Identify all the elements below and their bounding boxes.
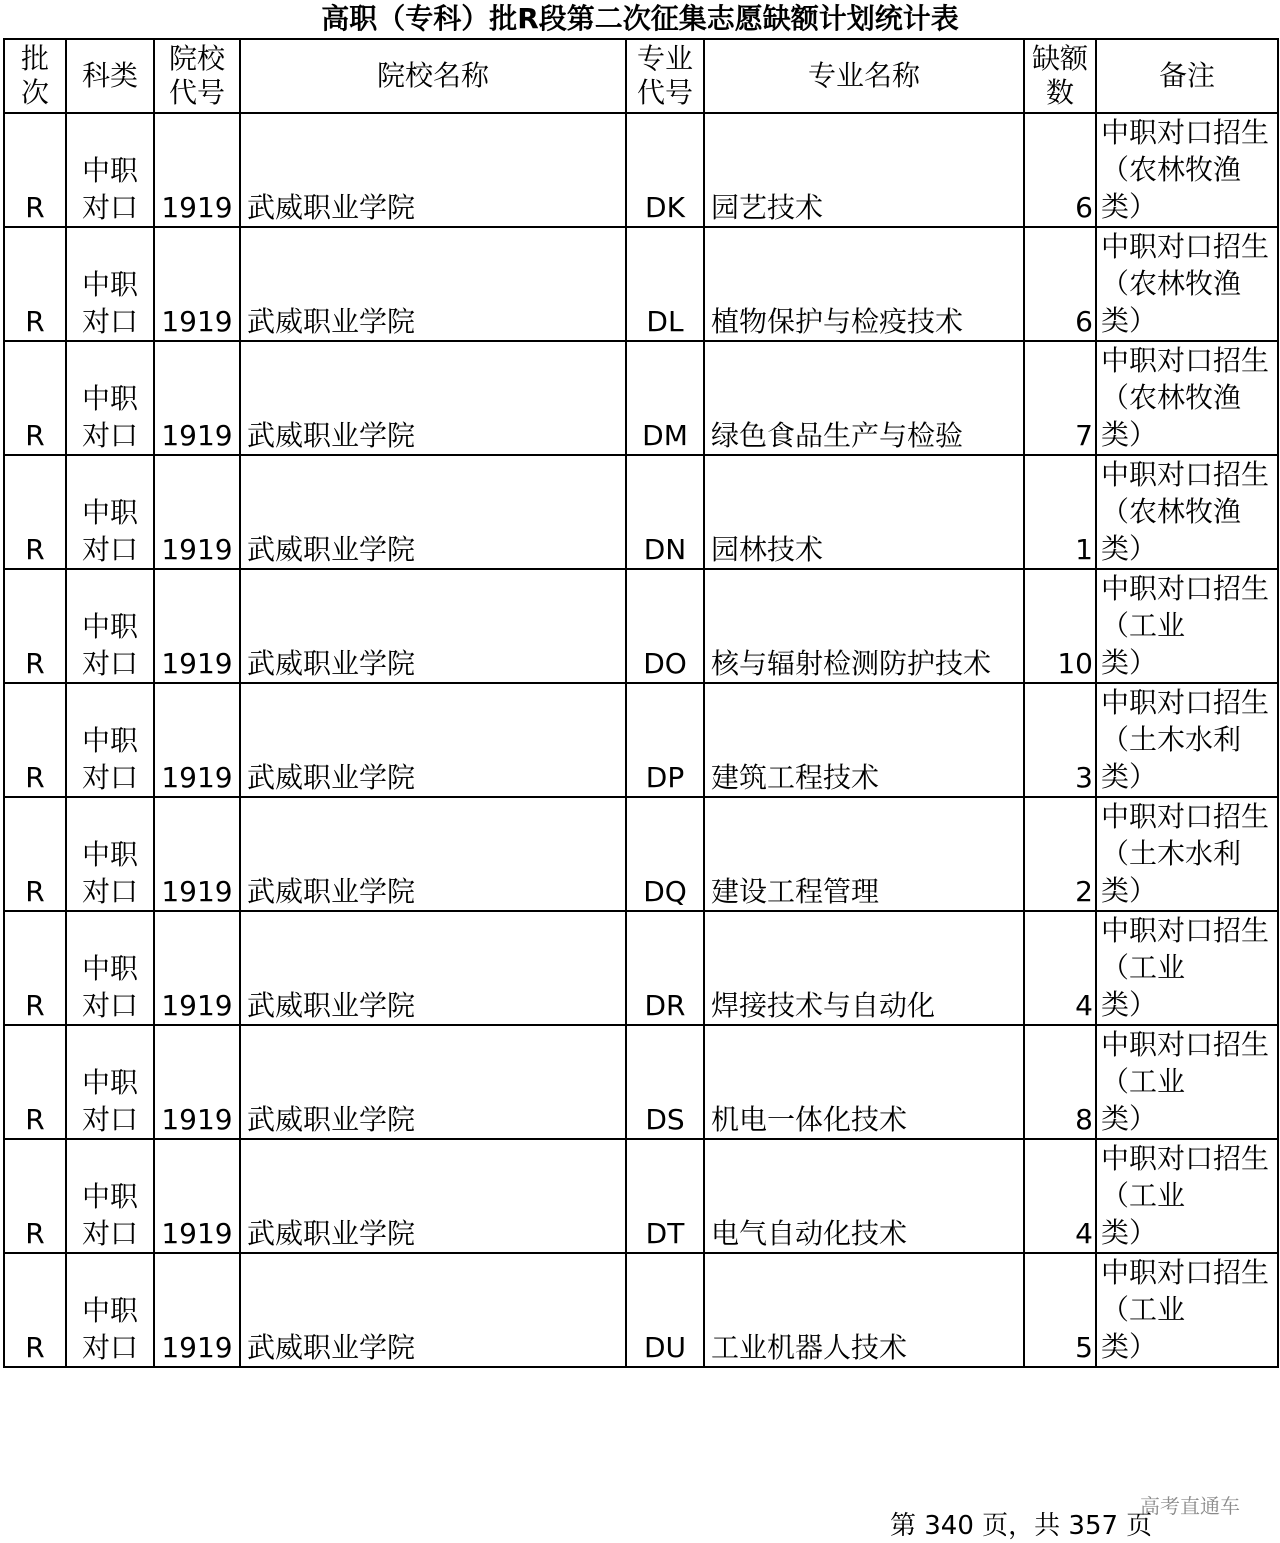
cell-major-name: 建筑工程技术 xyxy=(704,683,1024,797)
cell-note: 中职对口招生（土木水利类） xyxy=(1096,683,1278,797)
header-major-code: 专业 代号 xyxy=(626,39,704,113)
quota-table xyxy=(3,38,1279,1368)
table-row xyxy=(4,797,1278,911)
cell-category: 中职 对口 xyxy=(66,569,154,683)
cell-gap: 3 xyxy=(1024,683,1096,797)
cell-major-name: 植物保护与检疫技术 xyxy=(704,227,1024,341)
cell-gap: 6 xyxy=(1024,227,1096,341)
cell-note: 中职对口招生（工业 类） xyxy=(1096,1025,1278,1139)
header-school-code: 院校 代号 xyxy=(154,39,240,113)
table-row xyxy=(4,455,1278,569)
cell-school-code: 1919 xyxy=(154,227,240,341)
header-school-name: 院校名称 xyxy=(240,39,626,113)
header-gap: 缺额 数 xyxy=(1024,39,1096,113)
cell-note: 中职对口招生（农林牧渔类） xyxy=(1096,455,1278,569)
table-row xyxy=(4,113,1278,227)
cell-school-name: 武威职业学院 xyxy=(240,1253,626,1367)
cell-gap: 7 xyxy=(1024,341,1096,455)
cell-major-code: DO xyxy=(626,569,704,683)
cell-gap: 1 xyxy=(1024,455,1096,569)
cell-major-code: DM xyxy=(626,341,704,455)
cell-school-name: 武威职业学院 xyxy=(240,683,626,797)
cell-school-code: 1919 xyxy=(154,683,240,797)
cell-school-code: 1919 xyxy=(154,455,240,569)
cell-gap: 4 xyxy=(1024,1139,1096,1253)
cell-category: 中职 对口 xyxy=(66,455,154,569)
cell-major-code: DU xyxy=(626,1253,704,1367)
cell-school-code: 1919 xyxy=(154,113,240,227)
cell-category: 中职 对口 xyxy=(66,683,154,797)
cell-gap: 5 xyxy=(1024,1253,1096,1367)
cell-note: 中职对口招生（农林牧渔类） xyxy=(1096,227,1278,341)
cell-school-code: 1919 xyxy=(154,1139,240,1253)
page-title: 高职（专科）批R段第二次征集志愿缺额计划统计表 xyxy=(321,2,959,35)
cell-school-name: 武威职业学院 xyxy=(240,1139,626,1253)
cell-major-code: DK xyxy=(626,113,704,227)
cell-major-code: DL xyxy=(626,227,704,341)
cell-school-code: 1919 xyxy=(154,1025,240,1139)
table-row xyxy=(4,341,1278,455)
cell-note: 中职对口招生（农林牧渔类） xyxy=(1096,113,1278,227)
cell-major-code: DT xyxy=(626,1139,704,1253)
cell-note: 中职对口招生（工业 类） xyxy=(1096,911,1278,1025)
cell-school-name: 武威职业学院 xyxy=(240,341,626,455)
cell-major-name: 建设工程管理 xyxy=(704,797,1024,911)
header-category: 科类 xyxy=(66,39,154,113)
table-row xyxy=(4,569,1278,683)
cell-batch: R xyxy=(4,569,66,683)
header-batch: 批 次 xyxy=(4,39,66,113)
cell-category: 中职 对口 xyxy=(66,341,154,455)
watermark-text: 高考直通车 xyxy=(1140,1494,1240,1518)
cell-batch: R xyxy=(4,797,66,911)
cell-major-code: DS xyxy=(626,1025,704,1139)
cell-category: 中职 对口 xyxy=(66,1025,154,1139)
cell-major-name: 核与辐射检测防护技术 xyxy=(704,569,1024,683)
cell-gap: 6 xyxy=(1024,113,1096,227)
cell-school-name: 武威职业学院 xyxy=(240,113,626,227)
cell-school-code: 1919 xyxy=(154,911,240,1025)
cell-major-name: 工业机器人技术 xyxy=(704,1253,1024,1367)
cell-category: 中职 对口 xyxy=(66,911,154,1025)
cell-gap: 2 xyxy=(1024,797,1096,911)
table-row xyxy=(4,227,1278,341)
header-note: 备注 xyxy=(1096,39,1278,113)
cell-major-name: 焊接技术与自动化 xyxy=(704,911,1024,1025)
cell-school-code: 1919 xyxy=(154,341,240,455)
cell-batch: R xyxy=(4,455,66,569)
cell-major-name: 园林技术 xyxy=(704,455,1024,569)
cell-category: 中职 对口 xyxy=(66,227,154,341)
cell-school-name: 武威职业学院 xyxy=(240,797,626,911)
cell-gap: 4 xyxy=(1024,911,1096,1025)
cell-major-name: 电气自动化技术 xyxy=(704,1139,1024,1253)
cell-note: 中职对口招生（土木水利类） xyxy=(1096,797,1278,911)
page-footer: 第 340 页，共 357 页 xyxy=(890,1511,1153,1541)
cell-category: 中职 对口 xyxy=(66,1253,154,1367)
cell-note: 中职对口招生（农林牧渔类） xyxy=(1096,341,1278,455)
cell-batch: R xyxy=(4,341,66,455)
cell-school-name: 武威职业学院 xyxy=(240,227,626,341)
header-row xyxy=(4,39,1278,113)
cell-school-code: 1919 xyxy=(154,569,240,683)
cell-category: 中职 对口 xyxy=(66,797,154,911)
cell-batch: R xyxy=(4,683,66,797)
cell-major-name: 机电一体化技术 xyxy=(704,1025,1024,1139)
cell-batch: R xyxy=(4,1025,66,1139)
header-major-name: 专业名称 xyxy=(704,39,1024,113)
cell-note: 中职对口招生（工业 类） xyxy=(1096,1253,1278,1367)
cell-category: 中职 对口 xyxy=(66,1139,154,1253)
cell-gap: 10 xyxy=(1024,569,1096,683)
cell-batch: R xyxy=(4,1253,66,1367)
cell-major-name: 绿色食品生产与检验 xyxy=(704,341,1024,455)
cell-gap: 8 xyxy=(1024,1025,1096,1139)
table-row xyxy=(4,1253,1278,1367)
cell-school-code: 1919 xyxy=(154,797,240,911)
cell-school-name: 武威职业学院 xyxy=(240,455,626,569)
table-row xyxy=(4,1139,1278,1253)
table-row xyxy=(4,911,1278,1025)
cell-school-name: 武威职业学院 xyxy=(240,569,626,683)
cell-note: 中职对口招生（工业 类） xyxy=(1096,569,1278,683)
cell-school-code: 1919 xyxy=(154,1253,240,1367)
cell-batch: R xyxy=(4,227,66,341)
cell-major-name: 园艺技术 xyxy=(704,113,1024,227)
cell-school-name: 武威职业学院 xyxy=(240,1025,626,1139)
cell-category: 中职 对口 xyxy=(66,113,154,227)
table-row xyxy=(4,1025,1278,1139)
cell-note: 中职对口招生（工业 类） xyxy=(1096,1139,1278,1253)
cell-major-code: DN xyxy=(626,455,704,569)
cell-batch: R xyxy=(4,1139,66,1253)
table-row xyxy=(4,683,1278,797)
cell-major-code: DR xyxy=(626,911,704,1025)
cell-major-code: DQ xyxy=(626,797,704,911)
cell-major-code: DP xyxy=(626,683,704,797)
cell-school-name: 武威职业学院 xyxy=(240,911,626,1025)
cell-batch: R xyxy=(4,911,66,1025)
cell-batch: R xyxy=(4,113,66,227)
